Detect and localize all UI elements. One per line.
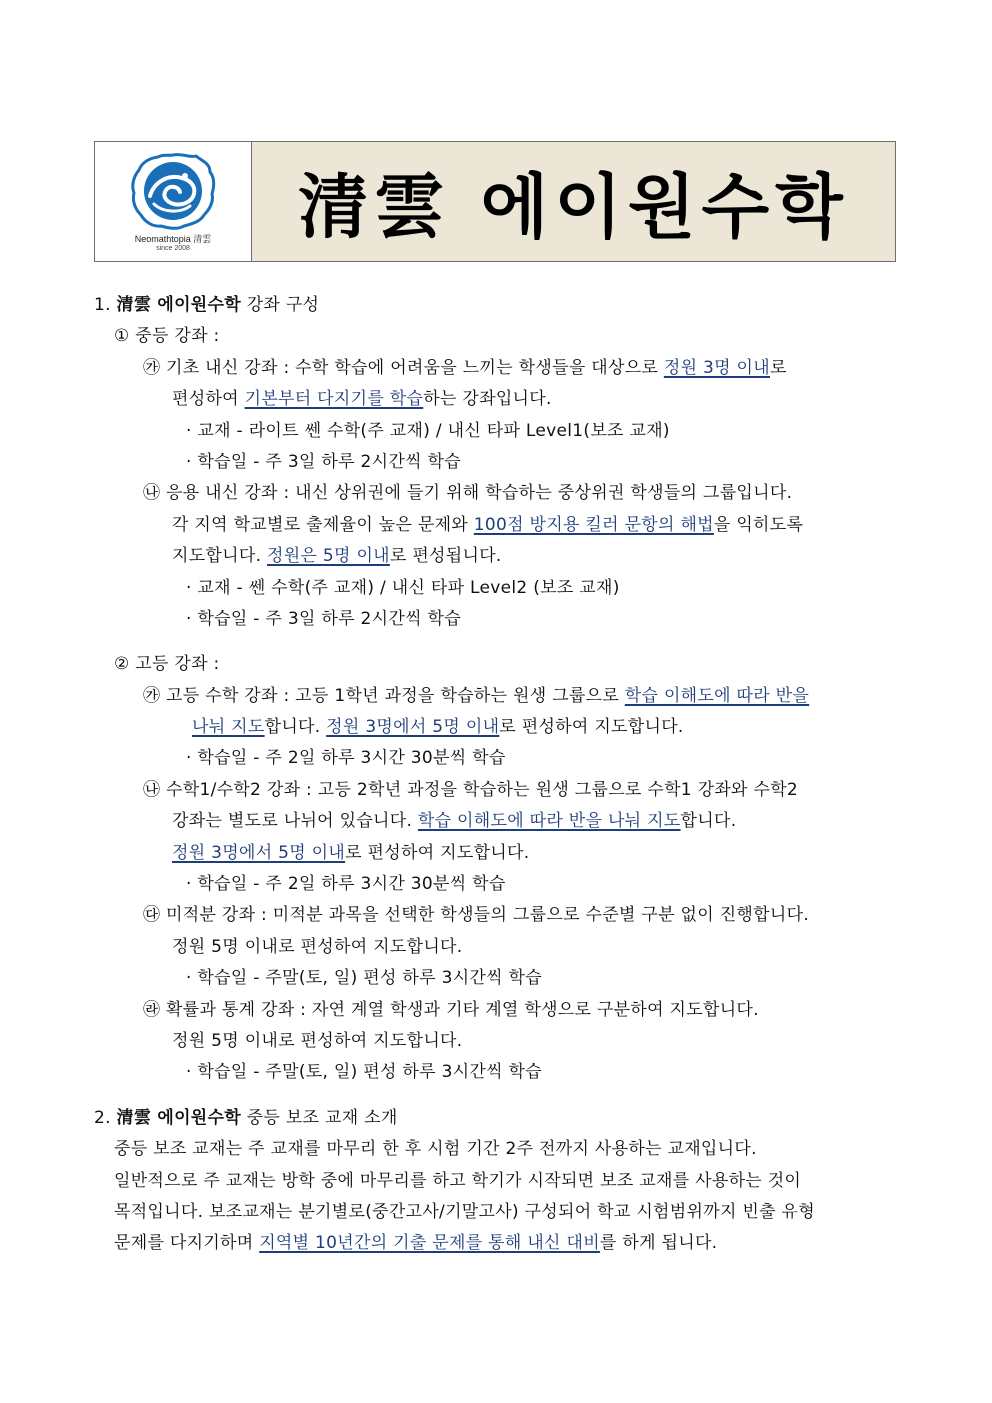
high-c-line2: 정원 5명 이내로 편성하여 지도합니다. <box>172 936 463 957</box>
text: 편성하여 <box>172 389 245 410</box>
section-number: 1. <box>94 295 111 315</box>
high-heading: ② 고등 강좌 : <box>114 654 220 675</box>
text: 를 하게 됩니다. <box>599 1233 718 1254</box>
middle-b-bullet-textbook: · 교재 - 쎈 수학(주 교재) / 내신 타파 Level2 (보조 교재) <box>186 577 620 598</box>
highlight: 학습 이해도에 따라 반을 나눠 지도 <box>417 811 681 832</box>
text: 합니다. <box>264 717 327 738</box>
highlight: 정원 3명에서 5명 이내 <box>172 842 346 863</box>
high-a-bullet-schedule: · 학습일 - 주 2일 하루 3시간 30분씩 학습 <box>186 748 506 769</box>
text: 을 익히도록 <box>713 514 804 535</box>
text: 각 지역 학교별로 출제율이 높은 문제와 <box>172 514 474 535</box>
high-d-line2: 정원 5명 이내로 편성하여 지도합니다. <box>172 1030 463 1051</box>
high-b-line2 <box>94 806 900 837</box>
high-c-line1: ㉰ 미적분 강좌 : 미적분 과목을 선택한 학생들의 그룹으로 수준별 구분 없이 진행합니다. <box>143 905 810 926</box>
s2-paragraph-line1: 중등 보조 교재는 주 교재를 마무리 한 후 시험 기간 2주 전까지 사용하는 교재입니다. <box>114 1139 757 1160</box>
section-brand: 清雲 에이원수학 <box>116 1107 241 1128</box>
neomathtopia-logo <box>130 152 216 230</box>
text: 하는 강좌입니다. <box>423 389 552 410</box>
text: 문제를 다지기하며 <box>114 1233 260 1254</box>
middle-a-line2 <box>94 384 900 415</box>
page-title: 清雲 에이원수학 <box>298 165 849 248</box>
high-b-bullet-schedule: · 학습일 - 주 2일 하루 3시간 30분씩 학습 <box>186 874 506 895</box>
section-number: 2. <box>94 1107 111 1128</box>
high-a-line1 <box>94 681 900 712</box>
s2-paragraph-line2: 일반적으로 주 교재는 방학 중에 마무리를 하고 학기가 시작되면 보조 교재를 사용하는 것이 <box>114 1170 802 1191</box>
highlight: 정원은 5명 이내 <box>267 546 390 567</box>
high-b-line1: ㉯ 수학1/수학2 강좌 : 고등 2학년 과정을 학습하는 원생 그룹으로 수학1 강좌와 수학2 <box>143 779 799 800</box>
highlight: 학습 이해도에 따라 반을 <box>624 685 810 706</box>
text: ㉮ 고등 수학 강좌 : 고등 1학년 과정을 학습하는 원생 그룹으로 <box>143 685 625 706</box>
high-a-line2 <box>94 712 900 743</box>
text: 합니다. <box>680 811 737 832</box>
s2-paragraph-line3: 목적입니다. 보조교재는 분기별로(중간고사/기말고사) 구성되어 학교 시험범위까지 빈출 유형 <box>114 1201 815 1222</box>
text: 로 편성하여 지도합니다. <box>345 842 530 863</box>
section-2-heading <box>94 1103 900 1134</box>
middle-b-bullet-schedule: · 학습일 - 주 3일 하루 2시간씩 학습 <box>186 608 461 629</box>
highlight: 100점 방지용 킬러 문항의 해법 <box>473 514 714 535</box>
section-title: 중등 보조 교재 소개 <box>240 1107 398 1128</box>
section-1-heading <box>94 290 900 321</box>
text: ㉮ 기초 내신 강좌 : 수학 학습에 어려움을 느끼는 학생들을 대상으로 <box>143 357 664 378</box>
middle-a-bullet-textbook: · 교재 - 라이트 쎈 수학(주 교재) / 내신 타파 Level1(보조 교재) <box>186 420 670 441</box>
text: 로 편성됩니다. <box>389 546 502 567</box>
text: 로 편성하여 지도합니다. <box>499 717 684 738</box>
middle-b-line2 <box>94 510 900 541</box>
logo-name: Neomathtopia 清雲 <box>134 233 212 244</box>
title-cell <box>252 142 895 261</box>
high-c-bullet-schedule: · 학습일 - 주말(토, 일) 편성 하루 3시간씩 학습 <box>186 968 543 989</box>
middle-heading: ① 중등 강좌 : <box>114 326 220 347</box>
header-box <box>94 141 896 262</box>
section-brand: 清雲 에이원수학 <box>116 295 241 315</box>
middle-b-line3 <box>94 541 900 572</box>
highlight: 나눠 지도 <box>192 717 265 738</box>
high-d-line1: ㉱ 확률과 통계 강좌 : 자연 계열 학생과 기타 계열 학생으로 구분하여 지도합니다. <box>143 999 759 1020</box>
section-title: 강좌 구성 <box>240 295 320 315</box>
document-body <box>94 290 900 1260</box>
high-d-bullet-schedule: · 학습일 - 주말(토, 일) 편성 하루 3시간씩 학습 <box>186 1062 543 1083</box>
s2-paragraph-line4 <box>94 1228 900 1259</box>
high-b-line3 <box>94 838 900 869</box>
middle-b-line1: ㉯ 응용 내신 강좌 : 내신 상위권에 들기 위해 학습하는 중상위권 학생들의 그룹입니다. <box>143 483 793 504</box>
highlight: 기본부터 다지기를 학습 <box>244 389 424 410</box>
logo-since: since 2008 <box>156 244 190 252</box>
text: 강좌는 별도로 나뉘어 있습니다. <box>172 811 418 832</box>
highlight: 정원 3명에서 5명 이내 <box>326 717 500 738</box>
logo-cell <box>95 142 252 261</box>
middle-a-bullet-schedule: · 학습일 - 주 3일 하루 2시간씩 학습 <box>186 451 461 472</box>
highlight: 정원 3명 이내 <box>663 357 770 378</box>
middle-a-line1 <box>94 353 900 384</box>
text: 로 <box>769 357 787 378</box>
text: 지도합니다. <box>172 546 268 567</box>
highlight: 지역별 10년간의 기출 문제를 통해 내신 대비 <box>259 1233 600 1254</box>
